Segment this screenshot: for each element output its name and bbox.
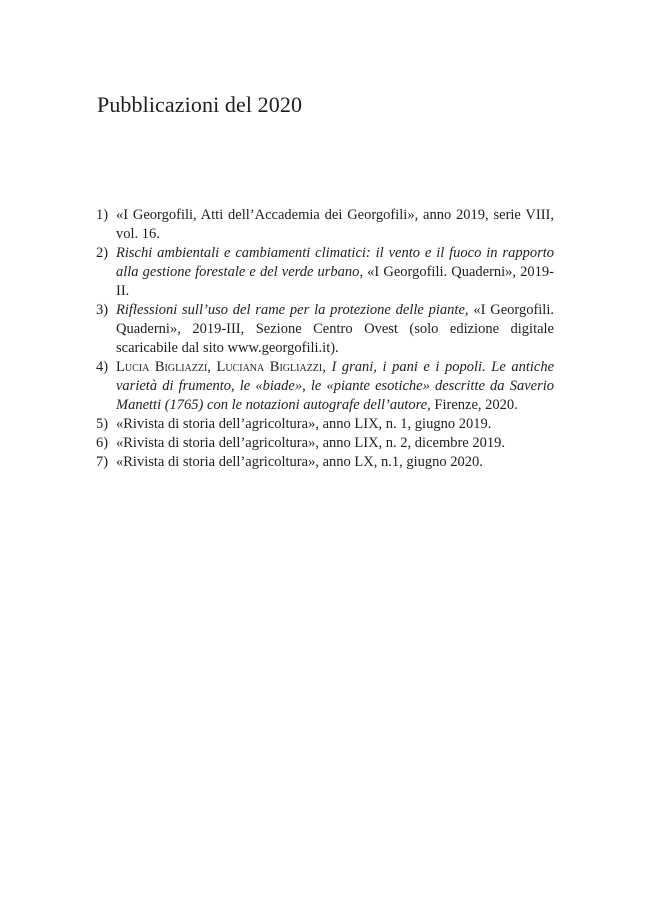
publication-item [96,453,554,472]
publication-number: 3) [96,302,109,318]
citation-text: «Rivista di storia dell’agricoltura», anno LX, n.1, giugno 2020. [116,454,483,470]
citation-text: «Rivista di storia dell’agricoltura», anno LIX, n. 1, giugno 2019. [116,416,492,432]
publication-citation [116,415,554,434]
page-heading: Pubblicazioni del 2020 [97,92,303,117]
citation-text: «I Georgofili, Atti dell’Accademia dei Georgofili», anno 2019, serie VIII, vol. 16. [116,207,554,242]
publication-item [96,358,554,415]
publication-item [96,244,554,301]
publication-citation [116,206,554,244]
citation-text: , «I Georgofili. Quaderni», 2019-II. [116,264,554,299]
publication-number: 2) [96,245,109,261]
publication-number: 6) [96,435,109,451]
citation-text: «Rivista di storia dell’agricoltura», anno LIX, n. 2, dicembre 2019. [116,435,505,451]
publication-citation [116,301,554,358]
publication-title: Rischi ambientali e cambiamenti climatici: il vento e il fuoco in rapporto alla gestione forestale e del verde urbano [116,245,554,280]
publication-authors: Lucia Bigliazzi, Luciana Bigliazzi [116,359,323,375]
citation-text: , «I Georgofili. Quaderni», 2019-III, Sezione Centro Ovest (solo edizione digitale scaricabile dal sito www.georgofili.it). [116,302,554,356]
publication-item [96,415,554,434]
publication-number: 7) [96,454,109,470]
publication-citation [116,453,554,472]
citation-text: , Firenze, 2020. [427,397,518,413]
publication-list [96,206,554,472]
citation-text: , [322,359,332,375]
publication-number: 4) [96,359,109,375]
publication-citation [116,434,554,453]
publication-item [96,301,554,358]
publication-title: I grani, i pani e i popoli. Le antiche varietà di frumento, le «biade», le «piante esotiche» descritte da Saverio Manetti (1765) con le notazioni autografe dell’autore [116,359,555,413]
publication-title: Riflessioni sull’uso del rame per la protezione delle piante [116,302,465,318]
publication-item [96,206,554,244]
publication-number: 5) [96,416,109,432]
publication-number: 1) [96,207,109,223]
publication-item [96,434,554,453]
publication-citation [116,358,554,415]
publication-citation [116,244,554,301]
